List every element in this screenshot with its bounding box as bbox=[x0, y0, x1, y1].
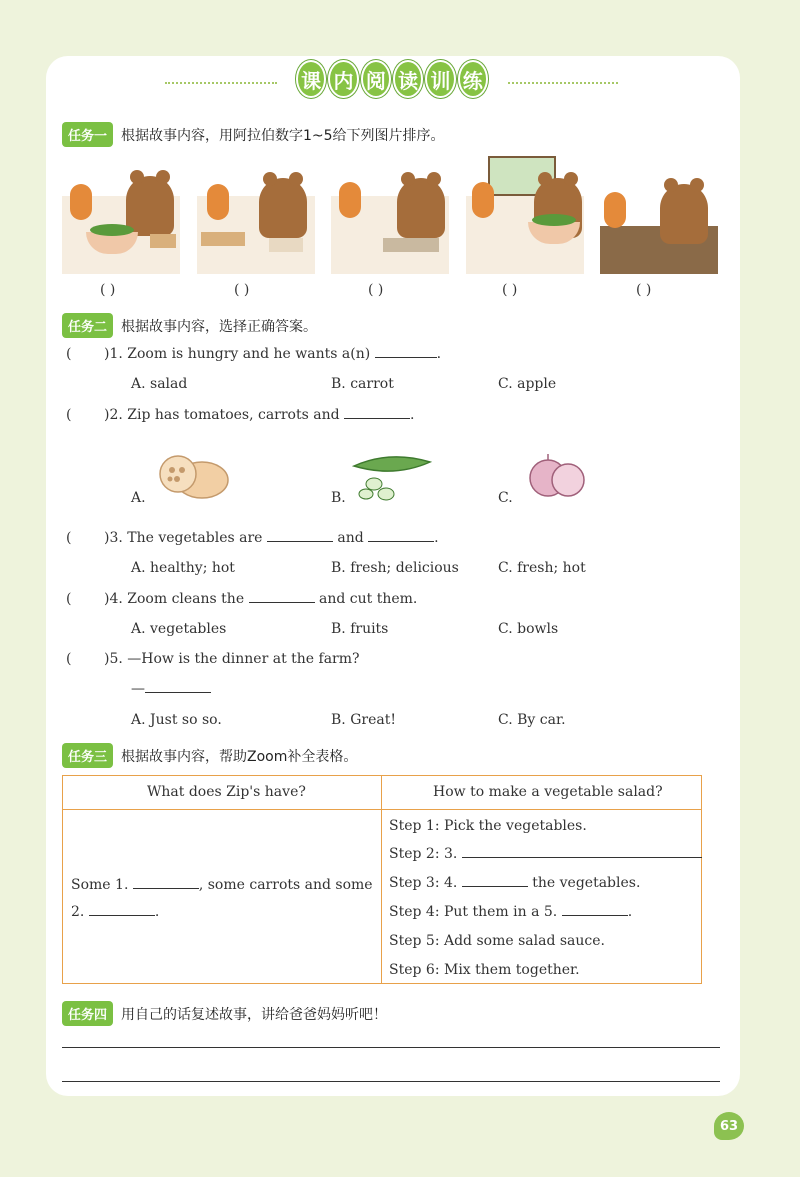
q4-option-b[interactable]: B. fruits bbox=[331, 621, 389, 637]
order-blank-3[interactable]: ( ) bbox=[368, 282, 384, 298]
table-left-line-1 bbox=[71, 877, 373, 893]
task3-badge: 任务三 bbox=[62, 743, 113, 768]
table-step-1 bbox=[389, 818, 587, 834]
writing-line-2[interactable] bbox=[62, 1081, 720, 1082]
story-picture-2 bbox=[197, 154, 315, 274]
q4-stem-b: and cut them. bbox=[314, 591, 418, 607]
story-picture-3 bbox=[331, 154, 449, 274]
step-4-text: Step 4: Put them in a 5. bbox=[389, 904, 562, 920]
step-5-text: Step 5: Add some salad sauce. bbox=[389, 933, 605, 949]
order-blank-4[interactable]: ( ) bbox=[502, 282, 518, 298]
table-step-3 bbox=[389, 875, 640, 891]
task1-badge: 任务一 bbox=[62, 122, 113, 147]
onion-image bbox=[524, 452, 588, 500]
left-line2-b: . bbox=[154, 904, 160, 920]
q4-stem bbox=[104, 591, 417, 607]
q2-stem-a: )2. Zip has tomatoes, carrots and bbox=[104, 407, 345, 423]
step-6-text: Step 6: Mix them together. bbox=[389, 962, 580, 978]
q3-option-b[interactable]: B. fresh; delicious bbox=[331, 560, 459, 576]
q1-stem-a: )1. Zoom is hungry and he wants a(n) bbox=[104, 346, 375, 362]
q1-blank[interactable] bbox=[375, 357, 437, 358]
table-blank-1[interactable] bbox=[133, 888, 199, 889]
title-char: 阅 bbox=[361, 60, 391, 98]
q4-answer-paren[interactable]: ( bbox=[66, 591, 72, 607]
q3-stem-b: . bbox=[434, 530, 439, 546]
table-left-line-2 bbox=[71, 904, 159, 920]
task3-heading bbox=[62, 743, 357, 768]
task2-heading bbox=[62, 313, 317, 338]
order-blank-5[interactable]: ( ) bbox=[636, 282, 652, 298]
q4-option-c[interactable]: C. bowls bbox=[498, 621, 559, 637]
q3-blank-1[interactable] bbox=[267, 541, 333, 542]
q2-option-b[interactable]: B. bbox=[331, 490, 346, 506]
q3-stem-mid: and bbox=[332, 530, 369, 546]
lotus-root-image bbox=[150, 452, 230, 504]
table-header-right: How to make a vegetable salad? bbox=[433, 784, 663, 800]
task3-instruction: 根据故事内容，帮助Zoom补全表格。 bbox=[121, 748, 358, 765]
q2-answer-paren[interactable]: ( bbox=[66, 407, 72, 423]
table-blank-2[interactable] bbox=[89, 915, 155, 916]
step-3-text: Step 3: 4. bbox=[389, 875, 462, 891]
q3-blank-2[interactable] bbox=[368, 541, 434, 542]
left-line1-a: Some 1. bbox=[71, 877, 133, 893]
q1-answer-paren[interactable]: ( bbox=[66, 346, 72, 362]
q5-dash: — bbox=[131, 681, 145, 697]
task1-instruction: 根据故事内容，用阿拉伯数字1~5给下列图片排序。 bbox=[121, 127, 445, 144]
q2-blank[interactable] bbox=[344, 418, 410, 419]
q5-option-a[interactable]: A. Just so so. bbox=[131, 712, 222, 728]
q4-option-a[interactable]: A. vegetables bbox=[131, 621, 227, 637]
task4-instruction: 用自己的话复述故事，讲给爸爸妈妈听吧！ bbox=[121, 1006, 388, 1023]
q1-stem-b: . bbox=[436, 346, 442, 362]
title-char: 练 bbox=[458, 60, 488, 98]
q3-stem-a: )3. The vegetables are bbox=[104, 530, 267, 546]
q3-answer-paren[interactable]: ( bbox=[66, 530, 72, 546]
title-char: 训 bbox=[425, 60, 455, 98]
q1-stem bbox=[104, 346, 441, 362]
table-header-left: What does Zip's have? bbox=[147, 784, 306, 800]
q5-blank[interactable] bbox=[145, 692, 211, 693]
order-blank-1[interactable]: ( ) bbox=[100, 282, 116, 298]
q3-option-a[interactable]: A. healthy; hot bbox=[131, 560, 235, 576]
table-step-5 bbox=[389, 933, 605, 949]
task2-instruction: 根据故事内容，选择正确答案。 bbox=[121, 318, 318, 335]
story-picture-1 bbox=[62, 154, 180, 274]
left-line1-b: , some carrots and some bbox=[198, 877, 373, 893]
task1-heading bbox=[62, 122, 445, 147]
step-1-text: Step 1: Pick the vegetables. bbox=[389, 818, 587, 834]
q2-stem-b: . bbox=[410, 407, 415, 423]
q5-option-c[interactable]: C. By car. bbox=[498, 712, 566, 728]
title-char: 读 bbox=[393, 60, 423, 98]
task2-badge: 任务二 bbox=[62, 313, 113, 338]
q2-stem bbox=[104, 407, 414, 423]
step-2-text: Step 2: 3. bbox=[389, 846, 462, 862]
q1-option-b[interactable]: B. carrot bbox=[331, 376, 394, 392]
q5-option-b[interactable]: B. Great! bbox=[331, 712, 396, 728]
table-step-6 bbox=[389, 962, 580, 978]
title-char: 课 bbox=[296, 60, 326, 98]
table-blank-5[interactable] bbox=[562, 915, 628, 916]
table-blank-4[interactable] bbox=[462, 886, 528, 887]
title-right-rule bbox=[508, 82, 618, 84]
table-blank-3[interactable] bbox=[462, 857, 702, 858]
step-4-text-b: . bbox=[627, 904, 633, 920]
task4-heading bbox=[62, 1001, 387, 1026]
left-line2-a: 2. bbox=[71, 904, 89, 920]
table-step-2 bbox=[389, 846, 702, 862]
story-picture-4 bbox=[466, 154, 584, 274]
q1-option-c[interactable]: C. apple bbox=[498, 376, 557, 392]
writing-line-1[interactable] bbox=[62, 1047, 720, 1048]
q2-option-c[interactable]: C. bbox=[498, 490, 513, 506]
cucumber-image bbox=[350, 452, 434, 502]
q4-stem-a: )4. Zoom cleans the bbox=[104, 591, 249, 607]
q3-stem bbox=[104, 530, 439, 546]
title-badges bbox=[296, 60, 488, 100]
q2-option-a[interactable]: A. bbox=[131, 490, 146, 506]
salad-table bbox=[62, 775, 702, 984]
q4-blank[interactable] bbox=[249, 602, 315, 603]
section-title bbox=[0, 60, 800, 104]
q1-option-a[interactable]: A. salad bbox=[131, 376, 188, 392]
q5-answer-paren[interactable]: ( bbox=[66, 651, 72, 667]
q5-answer-line bbox=[131, 681, 211, 697]
q3-option-c[interactable]: C. fresh; hot bbox=[498, 560, 586, 576]
page-number: 63 bbox=[714, 1112, 744, 1140]
order-blank-2[interactable]: ( ) bbox=[234, 282, 250, 298]
title-char: 内 bbox=[328, 60, 358, 98]
q5-stem: )5. —How is the dinner at the farm? bbox=[104, 651, 360, 667]
step-3-text-b: the vegetables. bbox=[527, 875, 641, 891]
story-picture-5 bbox=[600, 154, 718, 274]
table-step-4 bbox=[389, 904, 632, 920]
title-left-rule bbox=[165, 82, 277, 84]
task4-badge: 任务四 bbox=[62, 1001, 113, 1026]
